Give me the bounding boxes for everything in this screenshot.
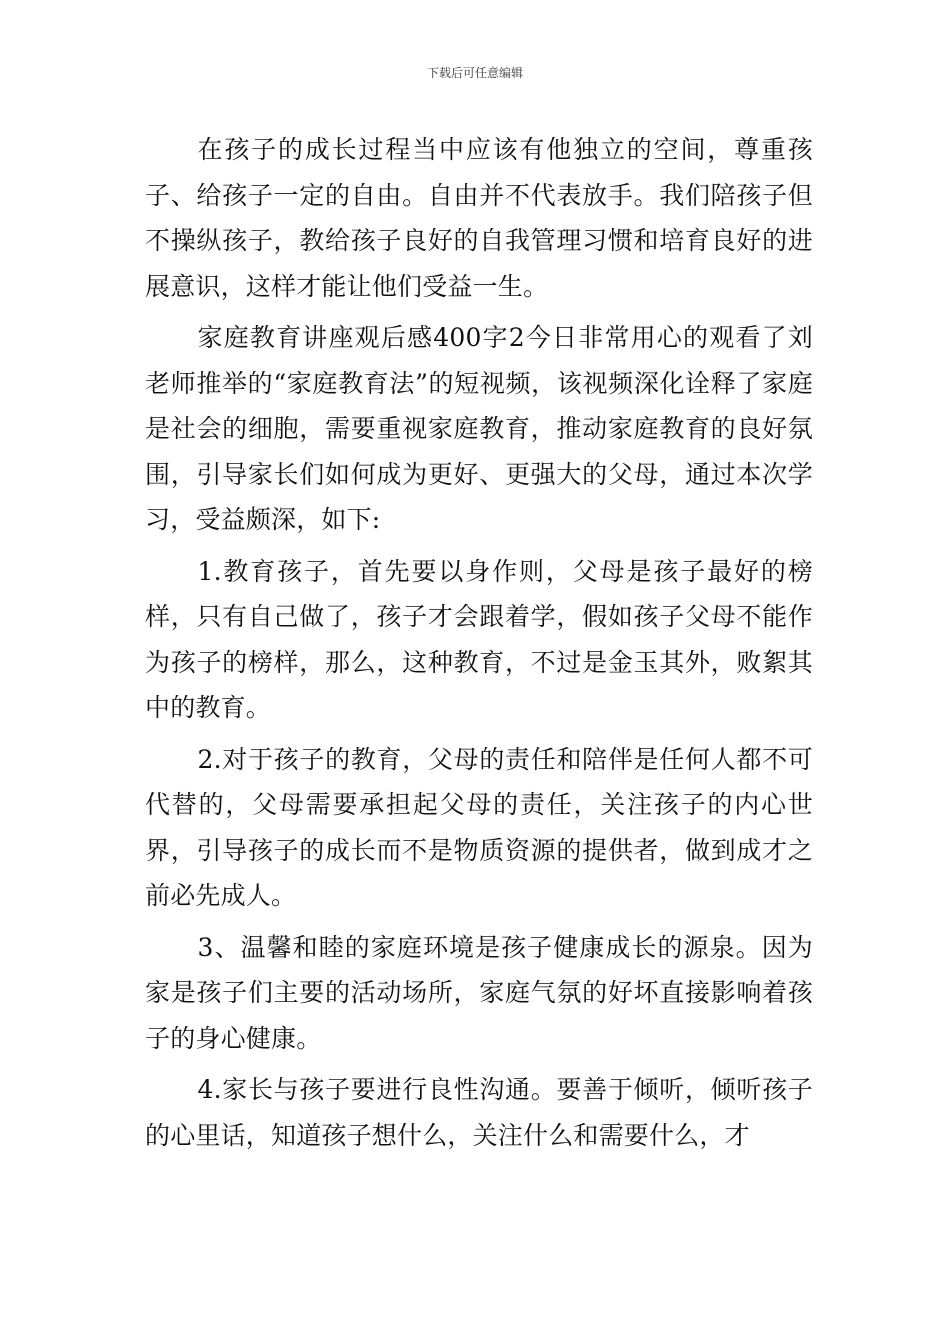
paragraph-6: 4.家长与孩子要进行良性沟通。要善于倾听，倾听孩子的心里话，知道孩子想什么，关注什么和需要什么，才	[145, 1075, 813, 1150]
paragraph-1: 在孩子的成长过程当中应该有他独立的空间，尊重孩子、给孩子一定的自由。自由并不代表放手。我们陪孩子但不操纵孩子，教给孩子良好的自我管理习惯和培育良好的进展意识，这样才能让他们受益一生。	[145, 135, 813, 301]
paragraph-2: 家庭教育讲座观后感400字2今日非常用心的观看了刘老师推举的“家庭教育法”的短视频，该视频深化诠释了家庭是社会的细胞，需要重视家庭教育，推动家庭教育的良好氛围，引导家长们如何成为更好、更强大的父母，通过本次学习，受益颇深，如下:	[145, 323, 813, 534]
page-header: 下载后可任意编辑	[426, 66, 523, 80]
document-body	[145, 127, 813, 1164]
paragraph-4: 2.对于孩子的教育，父母的责任和陪伴是任何人都不可代替的，父母需要承担起父母的责任，关注孩子的内心世界，引导孩子的成长而不是物质资源的提供者，做到成才之前必先成人。	[145, 744, 813, 910]
paragraph-5: 3、温馨和睦的家庭环境是孩子健康成长的源泉。因为家是孩子们主要的活动场所，家庭气氛的好坏直接影响着孩子的身心健康。	[145, 932, 813, 1053]
paragraph-3: 1.教育孩子，首先要以身作则，父母是孩子最好的榜样，只有自己做了，孩子才会跟着学，假如孩子父母不能作为孩子的榜样，那么，这种教育，不过是金玉其外，败絮其中的教育。	[145, 556, 813, 722]
